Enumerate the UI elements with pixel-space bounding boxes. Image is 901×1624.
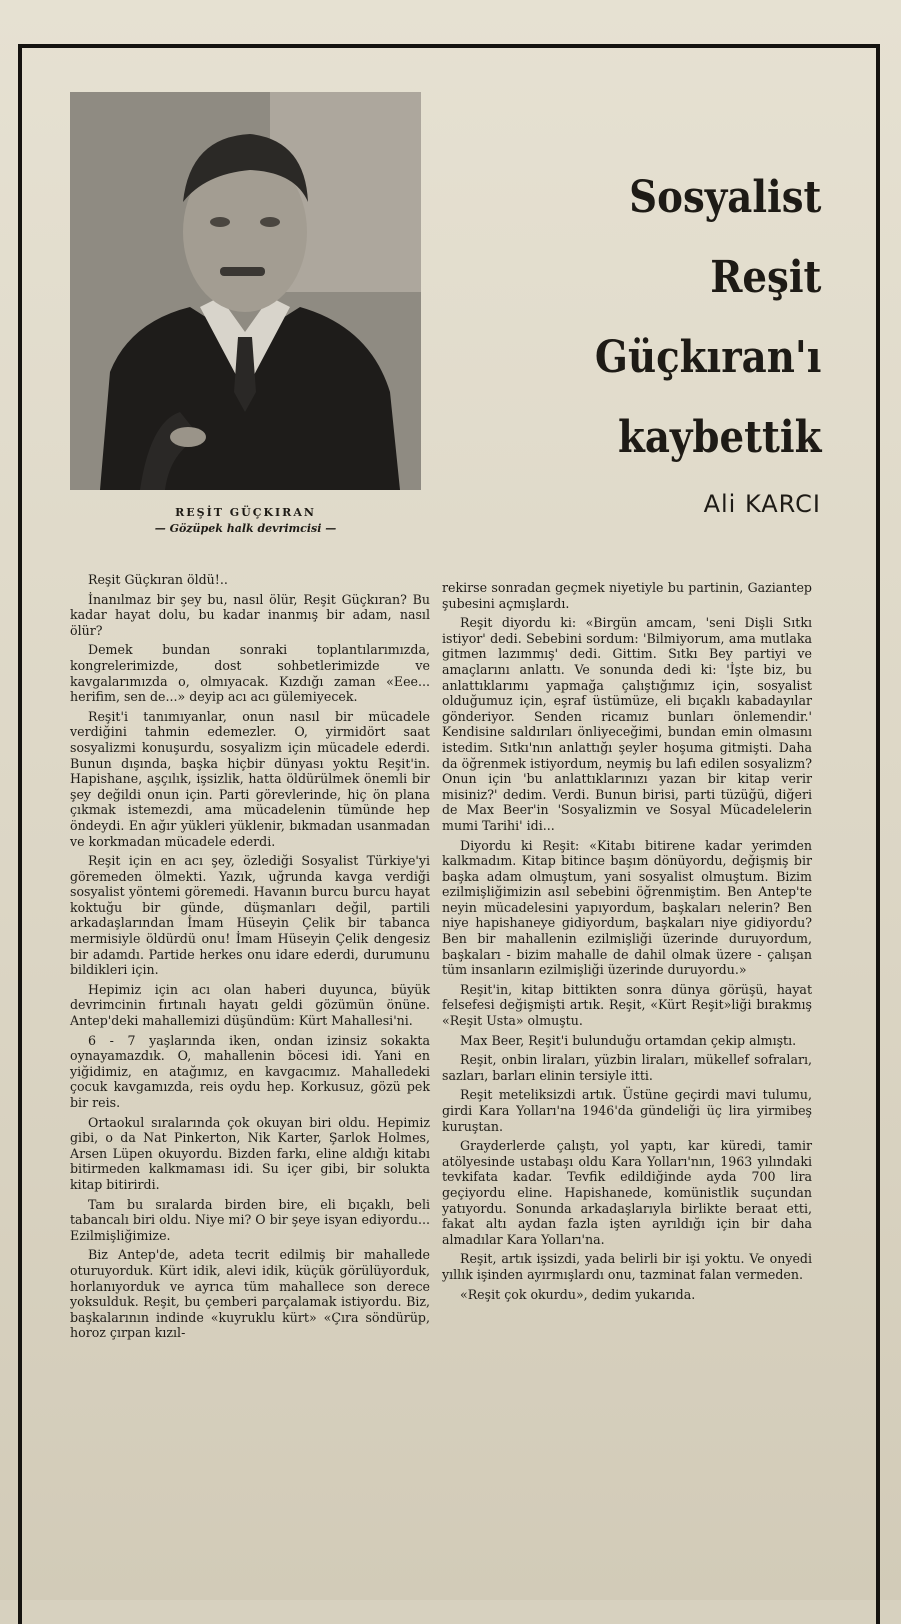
portrait-photo	[70, 92, 421, 490]
caption-subtitle: — Gözüpek halk devrimcisi —	[154, 522, 337, 535]
left-column	[70, 572, 430, 1345]
article-paragraph: rekirse sonradan geçmek niyetiyle bu partinin, Gaziantep şubesini açmışlardı.	[442, 580, 812, 611]
article-paragraph: Ortaokul sıralarında çok okuyan biri oldu. Hepimiz gibi, o da Nat Pinkerton, Nik Karter, Şarlok Holmes, Arsen Lüpen okuyordu. Bizden farkı, eline aldığı kitabı bitirmeden kalkmaması idi. Su içer gibi, bir solukta kitap bitirirdi.	[70, 1114, 430, 1192]
right-column	[442, 580, 812, 1306]
article-paragraph: Biz Antep'de, adeta tecrit edilmiş bir mahallede oturuyorduk. Kürt idik, alevi idik, küçük görülüyorduk, horlanıyorduk ve ayrıca tüm mahallece son derece yoksulduk. Reşit, bu çemberi parçalamak istiyordu. Biz, başkalarının indinde «kuyruklu kürt» «Çıra söndürüp, horoz çırpan kızıl-	[70, 1247, 430, 1341]
article-paragraph: Reşit'i tanımıyanlar, onun nasıl bir mücadele verdiğini tahmin edemezler. O, yirmidört saat sosyalizmi konuşurdu, sosyalizm için mücadele ederdi. Bunun dışında, başka hiçbir dünyası yoktu Reşit'in. Hapishane, aşçılık, işsizlik, hatta öldürülmek önemli bir şey değildi onun için. Parti görevlerinde, hiç ön plana çıkmak istemezdi, ama mücadelenin tümünde hep öndeydi. En ağır yükleri yüklenir, bıkmadan usanmadan ve korkmadan mücadele ederdi.	[70, 708, 430, 849]
caption-name: REŞİT GÜÇKIRAN	[175, 506, 316, 519]
title-line: kaybettik	[617, 412, 821, 463]
article-paragraph: Tam bu sıralarda birden bire, eli bıçaklı, beli tabancalı biri oldu. Niye mi? O bir şeye isyan ediyordu... Ezilmişliğimize.	[70, 1196, 430, 1243]
article-paragraph: Max Beer, Reşit'i bulunduğu ortamdan çekip almıştı.	[460, 1032, 797, 1048]
article-paragraph: Reşit'in, kitap bittikten sonra dünya görüşü, hayat felsefesi değişmişti artık. Reşit, «Kürt Reşit»liği bırakmış «Reşit Usta» olmuştu.	[442, 981, 812, 1029]
article-paragraph: Reşit, onbin liraları, yüzbin liraları, mükellef sofraları, sazları, barları elinin tersiyle itti.	[442, 1052, 812, 1083]
article-paragraph: «Reşit çok okurdu», dedim yukarıda.	[460, 1286, 696, 1302]
title-line: Güçkıran'ı	[594, 332, 821, 383]
article-paragraph: Hepimiz için acı olan haberi duyunca, büyük devrimcinin fırtınalı hayatı geldi gözümün önüne. Antep'deki mahallemizi düşündüm: Kürt Mahallesi'ni.	[70, 981, 430, 1029]
article-author: Ali KARCI	[703, 490, 821, 518]
article-paragraph: Reşit meteliksizdi artık. Üstüne geçirdi mavi tulumu, girdi Kara Yolları'na 1946'da gündeliği üç lira yirmibeş kuruştan.	[442, 1087, 812, 1134]
article-paragraph: Reşit Güçkıran öldü!..	[88, 572, 228, 587]
title-line: Reşit	[709, 252, 821, 303]
article-paragraph: Grayderlerde çalıştı, yol yaptı, kar küredi, tamir atölyesinde ustabaşı oldu Kara Yolları'nın, 1963 yılındaki tevkifata kadar. Tevfik edildiğinde ayda 700 lira geçiyordu eline. Hapishanede, komünistlik suçundan yatıyordu. Sonunda arkadaşlarıyla birlikte beraat etti, fakat altı aydan fazla işten ayrıldığı için bir daha almadılar Kara Yolları'na.	[442, 1138, 812, 1247]
article-paragraph: Reşit diyordu ki: «Birgün amcam, 'seni Dişli Sıtkı istiyor' dedi. Sebebini sordum: 'Bilmiyorum, ama mutlaka gitmen lazımmış' dedi. Gittim. Sıtkı Bey partiyi ve amaçlarını anlattı. Ve sonunda dedi ki: 'İşte biz, bu anlattıklarımı yapmağa çalıştığımız için, sosyalist olduğumuz için, eşraf üstümüze, eli bıçaklı kabadayılar gönderiyor. Senden ricamız bunları önlemendir.' Kendisine saldırıları önliyeceğimi, bundan emin olmasını istedim. Sıtkı'nın anlattığı şeyler hoşuma gitmişti. Daha da öğrenmek istiyordum, neymiş bu lafı edilen sosyalizm? Onun için 'bu anlattıklarınızı yazan bir kitap verir misiniz?' dedim. Verdi. Bunun birisi, parti tüzüğü, diğeri de Max Beer'in 'Sosyalizmin ve Sosyal Mücadelelerin mumi Tarihi' idi...	[442, 615, 812, 833]
title-line: Sosyalist	[628, 172, 821, 223]
article-paragraph: İnanılmaz bir şey bu, nasıl ölür, Reşit Güçkıran? Bu kadar hayat dolu, bu kadar inanmış bir adam, nasıl ölür?	[70, 591, 430, 638]
portrait-icon	[70, 92, 421, 490]
article-paragraph: 6 - 7 yaşlarında iken, ondan izinsiz sokakta oynayamazdık. O, mahallenin böcesi idi. Yani en yiğidimiz, en atağımız, en kavgacımız. Mahalledeki çocuk kavgamızda, reis oydu hep. Korkusuz, gözü pek bir reis.	[70, 1032, 430, 1110]
article-paragraph: Reşit, artık işsizdi, yada belirli bir işi yoktu. Ve onyedi yıllık işinden ayırmışlardı onu, tazminat falan vermeden.	[442, 1251, 812, 1282]
article-paragraph: Demek bundan sonraki toplantılarımızda, kongrelerimizde, dost sohbetlerimizde ve kavgalarımızda o, olmıyacak. Kızdığı zaman «Eee... herifim, sen de...» deyip acı acı gülemiyecek.	[70, 642, 430, 705]
article-paragraph: Diyordu ki Reşit: «Kitabı bitirene kadar yerimden kalkmadım. Kitap bitince başım dönüyordu, değişmiş bir başka adam olmuştum, yani sosyalist olmuştum. Bizim ezilmişliğimizin asıl sebebini öğrenmiştim. Ben Antep'te neyin mücadelesini yapıyordum, başkaları nelerin? Ben niye hapishaneye gidiyordum, başkaları niye gidiyordu? Ben bir mahallenin ezilmişliği üzerinde duruyordum, başkaları - bizim mahalle de dahil olmak üzere - çalışan tüm insanların ezilmişliği üzerinde duruyordu.»	[442, 837, 812, 978]
article-paragraph: Reşit için en acı şey, özlediği Sosyalist Türkiye'yi göremeden ölmekti. Yazık, uğrunda kavga verdiği sosyalist yöntemi göremedi. Havanın burcu burcu hayat koktuğu bir günde, düşmanları değil, partili arkadaşlarından İmam Hüseyin Çelik bir tabanca mermisiyle öldürdü onu! İmam Hüseyin Çelik dengesiz bir adamdı. Partide herkes onu idare ederdi, durumunu bildikleri için.	[70, 853, 430, 978]
article-title	[594, 158, 821, 478]
photo-caption	[70, 506, 421, 535]
